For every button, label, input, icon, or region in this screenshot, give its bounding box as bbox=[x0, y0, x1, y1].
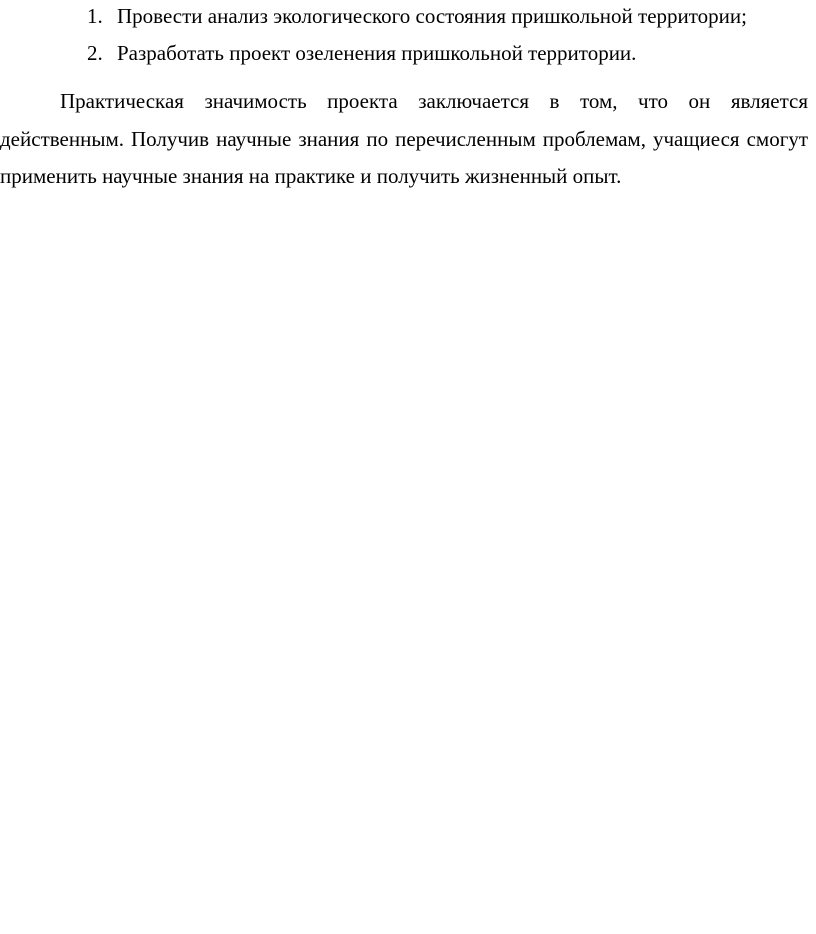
list-item-text: Разработать проект озеленения пришкольной территории. bbox=[117, 41, 637, 65]
list-item-number: 2. bbox=[87, 41, 103, 65]
list-item-number: 1. bbox=[87, 4, 103, 28]
list-item bbox=[87, 3, 747, 29]
list-item-text: Провести анализ экологического состояния пришкольной территории; bbox=[117, 4, 747, 28]
list-item bbox=[87, 40, 636, 66]
body-paragraph: Практическая значимость проекта заключается в том, что он является действенным. Получив научные знания по перечисленным проблемам, учащиеся смогут применить научные знания на практике и получить жизненный опыт. bbox=[0, 89, 808, 188]
